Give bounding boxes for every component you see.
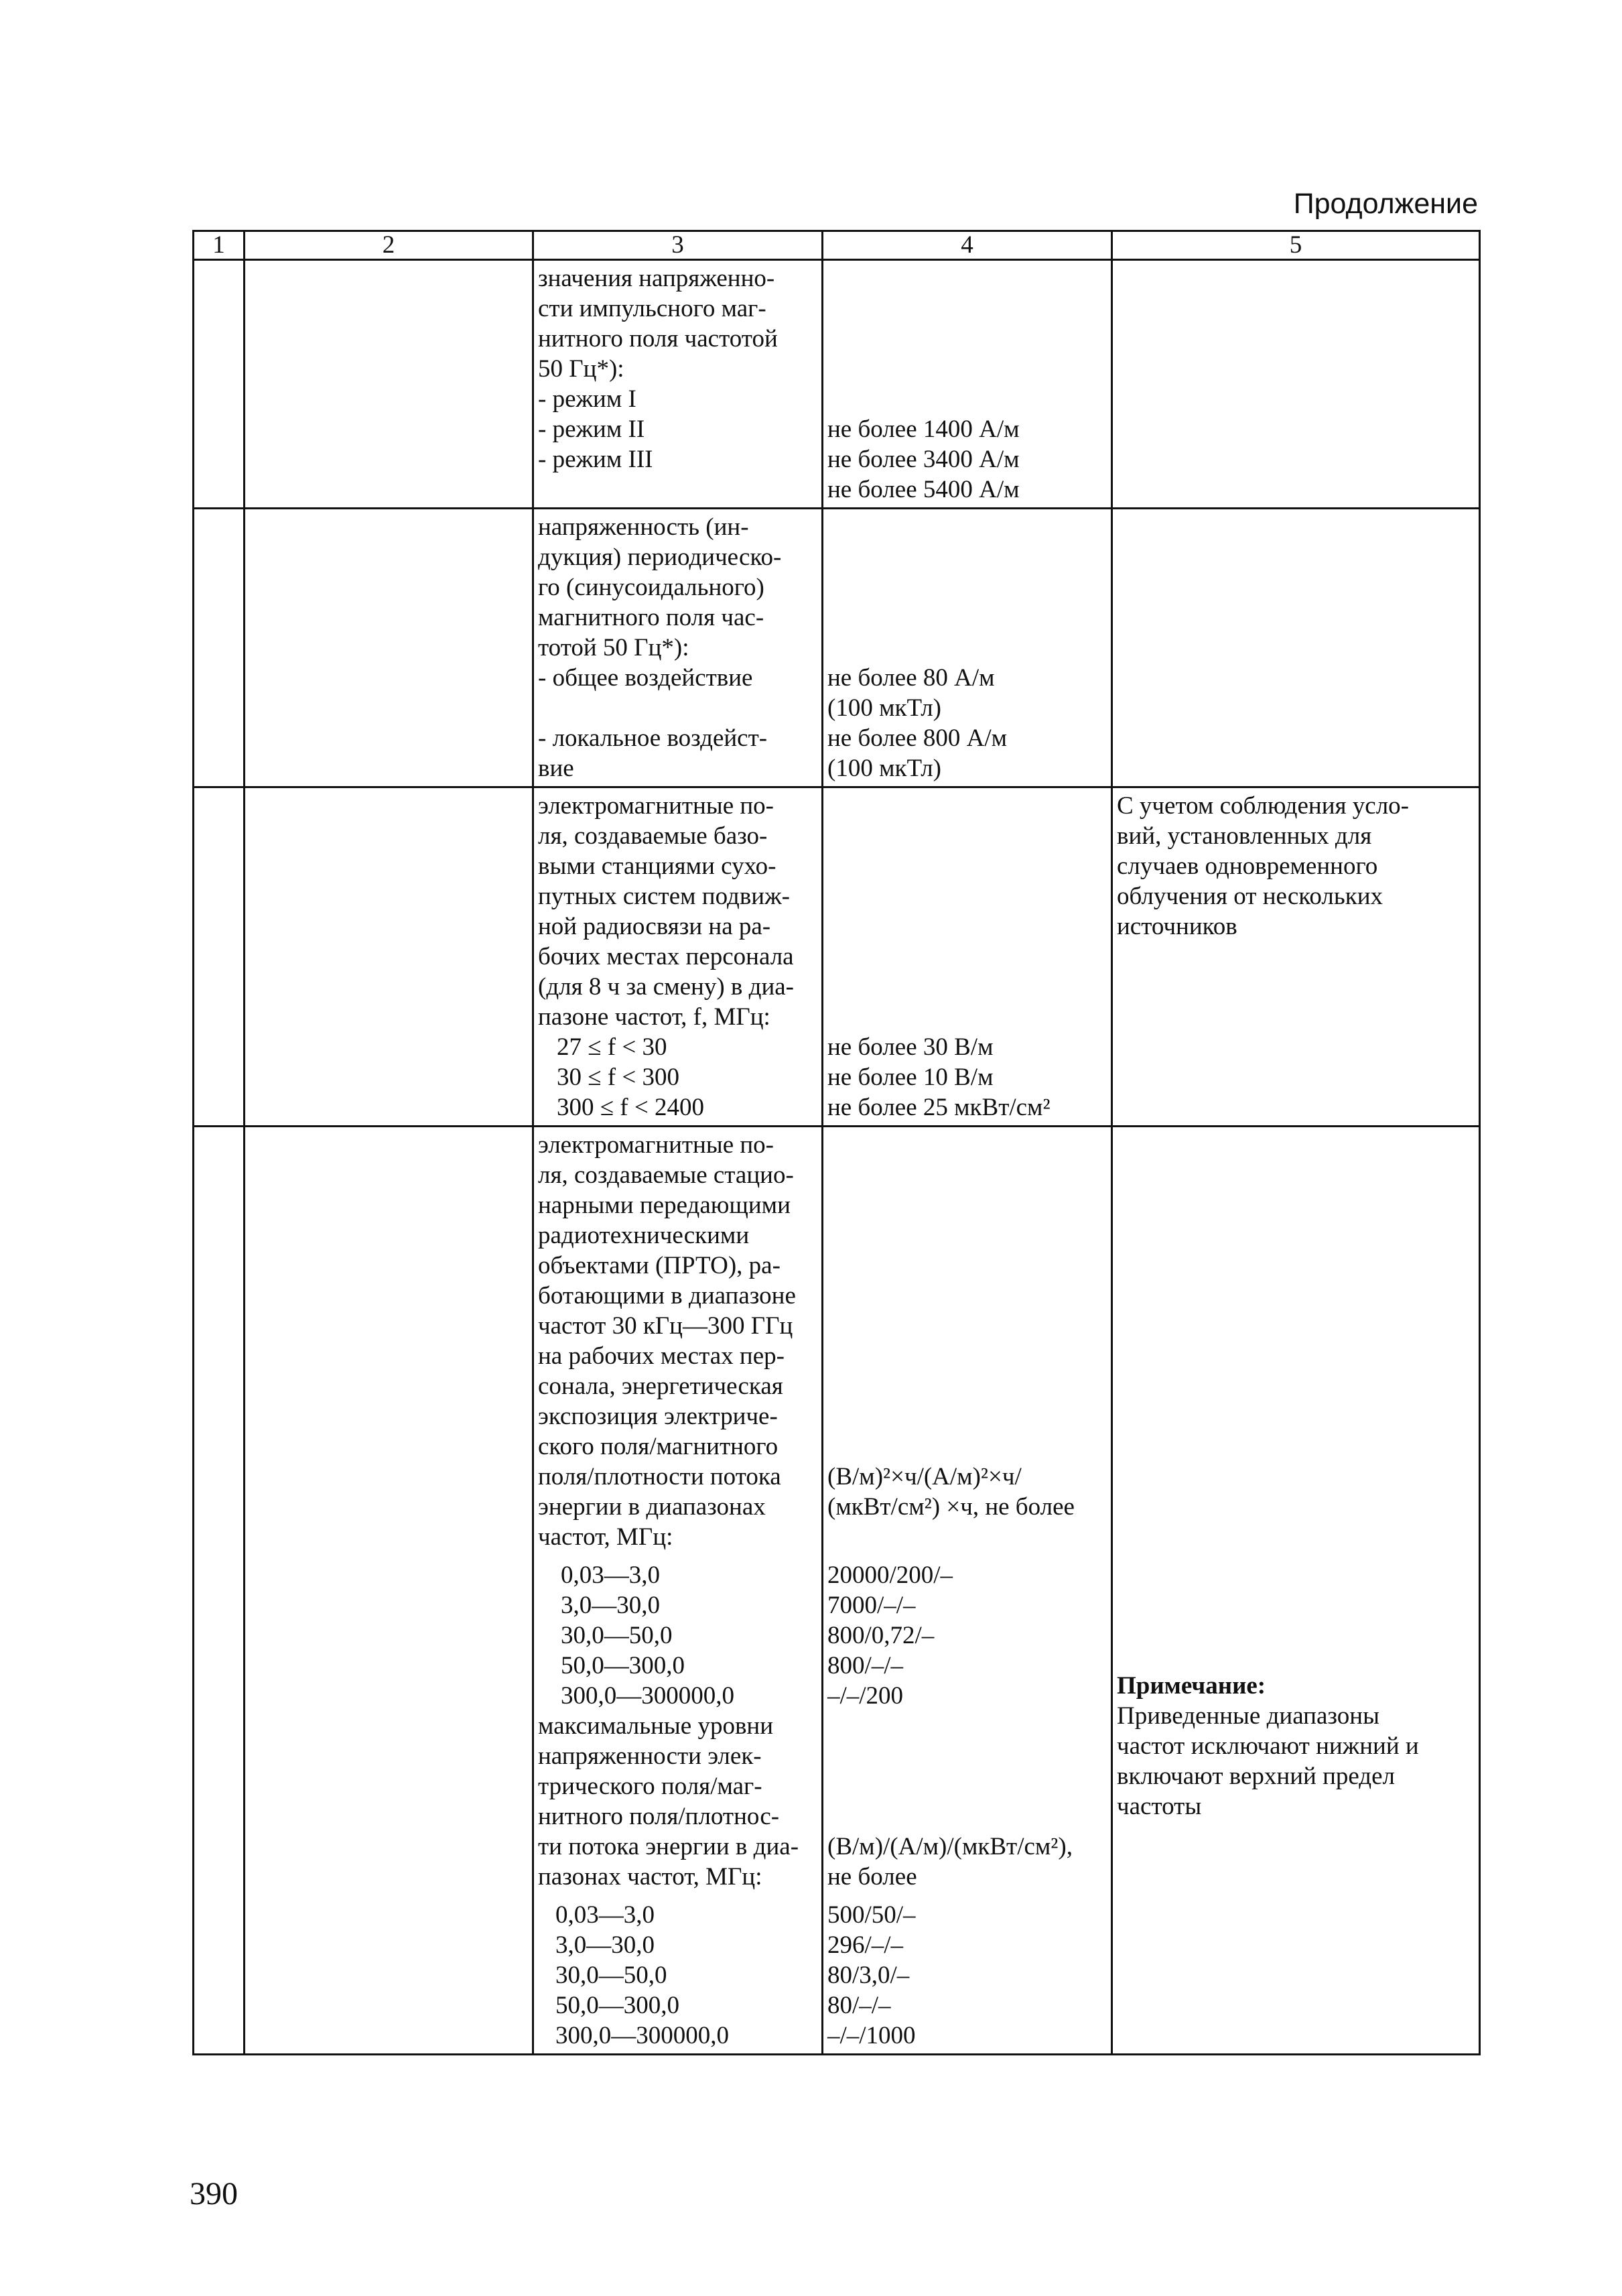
mode-value: не более 1400 А/м: [827, 416, 1020, 443]
value-cell: [823, 509, 1112, 787]
parameter-line: ботающими в диапазоне: [538, 1282, 796, 1310]
mode-value: не более 3400 А/м: [827, 446, 1020, 473]
header-col-3: 3: [533, 231, 823, 260]
parameter-line: максимальные уровни: [538, 1712, 774, 1740]
parameter-line: (для 8 ч за смену) в диа-: [538, 973, 794, 1001]
frequency-range: 0,03—3,0: [561, 1561, 660, 1589]
parameter-line: сонала, энергетическая: [538, 1373, 783, 1400]
frequency-range: 30,0—50,0: [561, 1622, 673, 1649]
cell-col-1: [194, 260, 245, 509]
parameter-line: ского поля/магнитного: [538, 1433, 779, 1460]
parameter-line: радиотехническими: [538, 1222, 750, 1249]
limit-value: 296/–/–: [827, 1931, 904, 1959]
parameter-cell: [533, 260, 823, 509]
parameter-cell: [533, 787, 823, 1127]
note-line: случаев одновременного: [1117, 852, 1378, 880]
local-exposure-label: - локальное воздейст-: [538, 724, 768, 752]
cell-col-1: [194, 1127, 245, 2055]
limit-value: –/–/200: [827, 1682, 904, 1710]
local-exposure-label: вие: [538, 755, 574, 782]
page-number: 390: [190, 2176, 238, 2212]
parameter-line: частот, МГц:: [538, 1523, 673, 1551]
header-col-2: 2: [245, 231, 533, 260]
frequency-range: 300,0—300000,0: [561, 1682, 734, 1710]
general-exposure-value: не более 80 А/м: [827, 664, 995, 692]
parameter-line: нитного поля/плотнос-: [538, 1803, 780, 1830]
table-row: [194, 787, 1480, 1127]
limit-value: 80/–/–: [827, 1992, 891, 2019]
note-line: включают верхний предел: [1117, 1763, 1396, 1790]
parameter-line: ля, создаваемые базо-: [538, 822, 768, 850]
unit-line: не более: [827, 1863, 917, 1891]
cell-col-1: [194, 509, 245, 787]
parameter-line: сти импульсного маг-: [538, 295, 766, 322]
limit-value: 80/3,0/–: [827, 1962, 910, 1989]
parameter-line: нитного поля частотой: [538, 325, 778, 353]
note-line: источников: [1117, 913, 1237, 940]
limit-value: 800/0,72/–: [827, 1622, 935, 1649]
frequency-range: 30 ≤ f < 300: [557, 1064, 679, 1091]
parameter-line: частот 30 кГц—300 ГГц: [538, 1312, 793, 1340]
parameter-line: объектами (ПРТО), ра-: [538, 1252, 781, 1279]
norms-table: [192, 230, 1481, 2055]
parameter-line: бочих местах персонала: [538, 943, 794, 970]
parameter-line: ля, создаваемые стацио-: [538, 1161, 794, 1189]
parameter-line: нарными передающими: [538, 1192, 791, 1219]
value-cell: [823, 1127, 1112, 2055]
unit-line: (мкВт/см²) ×ч, не более: [827, 1493, 1075, 1521]
cell-col-1: [194, 787, 245, 1127]
frequency-range: 3,0—30,0: [555, 1931, 655, 1959]
frequency-range: 50,0—300,0: [561, 1652, 685, 1679]
note-title: Примечание:: [1117, 1672, 1266, 1700]
limit-value: 20000/200/–: [827, 1561, 953, 1589]
header-col-4: 4: [823, 231, 1112, 260]
parameter-line: 50 Гц*):: [538, 355, 624, 383]
parameter-line: ной радиосвязи на ра-: [538, 913, 771, 940]
parameter-line: напряженность (ин-: [538, 513, 749, 541]
parameter-line: напряженности элек-: [538, 1742, 762, 1770]
frequency-range: 0,03—3,0: [555, 1901, 655, 1929]
table-row: [194, 509, 1480, 787]
cell-col-2: [245, 787, 533, 1127]
parameter-line: трического поля/маг-: [538, 1773, 762, 1800]
note-line: облучения от нескольких: [1117, 883, 1383, 910]
limit-value: не более 25 мкВт/см²: [827, 1094, 1051, 1121]
parameter-line: пазоне частот, f, МГц:: [538, 1003, 770, 1031]
table-row: [194, 1127, 1480, 2055]
parameter-line: электромагнитные по-: [538, 1131, 774, 1159]
parameter-line: ти потока энергии в диа-: [538, 1833, 799, 1860]
frequency-range: 300,0—300000,0: [555, 2022, 729, 2049]
value-cell: [823, 260, 1112, 509]
mode-label: - режим II: [538, 416, 645, 443]
parameter-line: го (синусоидального): [538, 574, 764, 601]
parameter-line: энергии в диапазонах: [538, 1493, 766, 1521]
header-row: [194, 231, 1480, 260]
frequency-range: 30,0—50,0: [555, 1962, 667, 1989]
note-line: С учетом соблюдения усло-: [1117, 792, 1409, 820]
frequency-range: 27 ≤ f < 30: [557, 1033, 667, 1061]
note-line: Приведенные диапазоны: [1117, 1702, 1379, 1730]
note-cell: [1112, 260, 1480, 509]
cell-col-2: [245, 260, 533, 509]
header-col-1: 1: [194, 231, 245, 260]
parameter-line: на рабочих местах пер-: [538, 1342, 785, 1370]
frequency-range: 3,0—30,0: [561, 1592, 660, 1619]
local-exposure-value: (100 мкТл): [827, 755, 942, 782]
parameter-line: пазонах частот, МГц:: [538, 1863, 762, 1891]
local-exposure-value: не более 800 А/м: [827, 724, 1008, 752]
unit-line: (В/м)²×ч/(А/м)²×ч/: [827, 1463, 1022, 1490]
general-exposure-label: - общее воздействие: [538, 664, 753, 692]
parameter-line: выми станциями сухо-: [538, 852, 776, 880]
note-cell: [1112, 787, 1480, 1127]
parameter-line: дукция) периодическо-: [538, 544, 782, 571]
unit-line: (В/м)/(А/м)/(мкВт/см²),: [827, 1833, 1073, 1860]
table-row: [194, 260, 1480, 509]
limit-value: не более 30 В/м: [827, 1033, 994, 1061]
cell-col-2: [245, 509, 533, 787]
continuation-caption: Продолжение: [1293, 188, 1478, 220]
parameter-cell: [533, 1127, 823, 2055]
value-cell: [823, 787, 1112, 1127]
note-cell: [1112, 509, 1480, 787]
limit-value: 800/–/–: [827, 1652, 904, 1679]
parameter-line: поля/плотности потока: [538, 1463, 781, 1490]
general-exposure-value: (100 мкТл): [827, 694, 942, 722]
parameter-line: экспозиция электриче-: [538, 1403, 778, 1430]
limit-value: 500/50/–: [827, 1901, 916, 1929]
mode-value: не более 5400 А/м: [827, 476, 1020, 503]
parameter-line: магнитного поля час-: [538, 604, 764, 631]
note-line: частоты: [1117, 1793, 1202, 1820]
limit-value: –/–/1000: [827, 2022, 916, 2049]
note-line: частот исключают нижний и: [1117, 1732, 1419, 1760]
parameter-cell: [533, 509, 823, 787]
parameter-line: тотой 50 Гц*):: [538, 634, 689, 661]
frequency-range: 300 ≤ f < 2400: [557, 1094, 704, 1121]
parameter-line: значения напряженно-: [538, 265, 775, 292]
mode-label: - режим I: [538, 385, 636, 413]
parameter-line: путных систем подвиж-: [538, 883, 790, 910]
limit-value: 7000/–/–: [827, 1592, 916, 1619]
limit-value: не более 10 В/м: [827, 1064, 994, 1091]
cell-col-2: [245, 1127, 533, 2055]
note-cell: [1112, 1127, 1480, 2055]
mode-label: - режим III: [538, 446, 653, 473]
header-col-5: 5: [1112, 231, 1480, 260]
parameter-line: электромагнитные по-: [538, 792, 774, 820]
frequency-range: 50,0—300,0: [555, 1992, 679, 2019]
note-line: вий, установленных для: [1117, 822, 1372, 850]
